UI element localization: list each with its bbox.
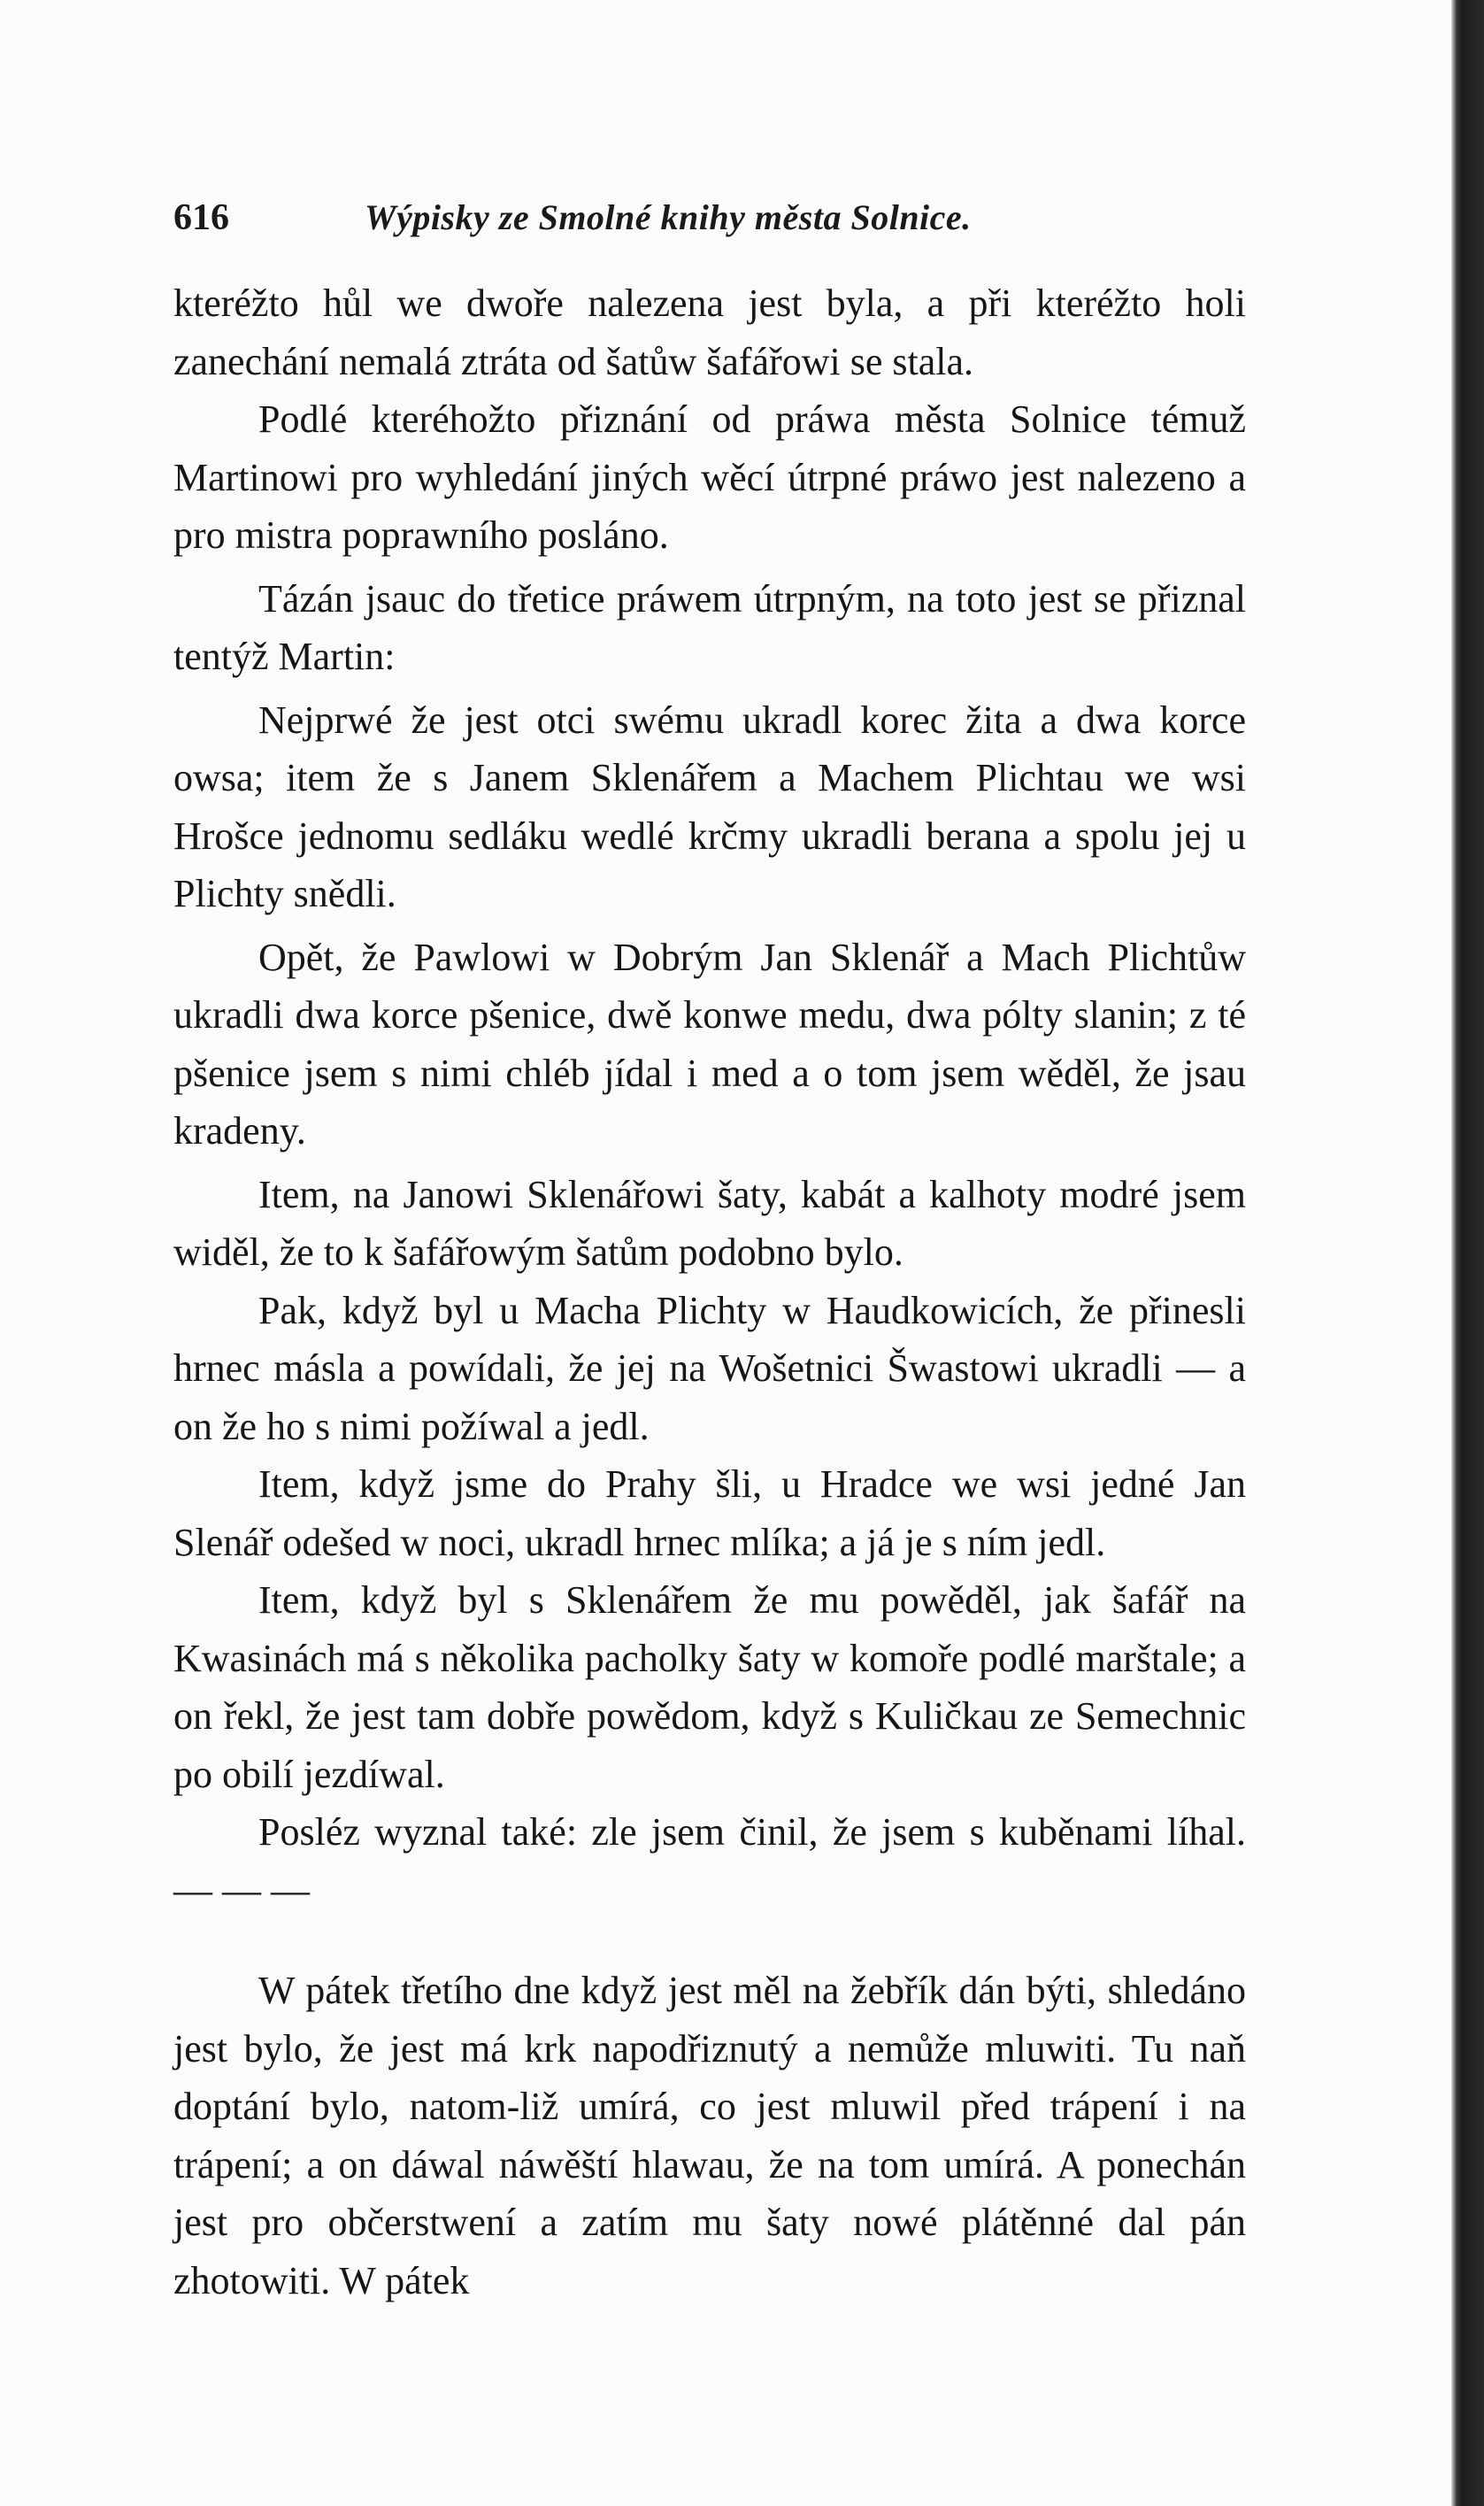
- paragraph: Item, když byl s Sklenářem že mu powěděl, jak šafář na Kwasinách má s několika pacholky šaty w komoře podlé marštale; a on řekl, že jest tam dobře powědom, když s Kuličkau ze Semechnic po obilí jezdíwal.: [173, 1578, 1246, 1796]
- paragraph: Posléz wyznal také: zle jsem činil, že jsem s kuběnami líhal. — — —: [173, 1810, 1246, 1912]
- paragraph: Opět, že Pawlowi w Dobrým Jan Sklenář a Mach Plichtůw ukradli dwa korce pšenice, dwě konwe medu, dwa pólty slanin; z té pšenice jsem s nimi chléb jídal i med a o tom jsem wěděl, že jsau kradeny.: [173, 935, 1246, 1153]
- paragraph: Tázán jsauc do třetice práwem útrpným, na toto jest se přiznal tentýž Martin:: [173, 576, 1246, 678]
- paragraph: W pátek třetího dne když jest měl na žebřík dán býti, shledáno jest bylo, že jest má krk napodřiznutý a nemůže mluwiti. Tu naň doptání bylo, natom-liž umírá, co jest mluwil před trápení i na trápení; a on dáwal náwěští hlawau, že na tom umírá. A ponechán jest pro občerstwení a zatím mu šaty nowé plátěnné dal pán zhotowiti. W pátek: [173, 1969, 1246, 2302]
- page-header: [173, 197, 1253, 246]
- running-title: Wýpisky ze Smolné knihy města Solnice.: [365, 197, 972, 237]
- paragraph: Pak, když byl u Macha Plichty w Haudkowicích, že přinesli hrnec másla a powídali, že jej na Wošetnici Šwastowi ukradli — a on že ho s nimi požíwal a jedl.: [173, 1288, 1246, 1448]
- body-text: [173, 274, 1246, 2309]
- page-number: 616: [173, 197, 229, 238]
- paragraph-continuation: kteréžto hůl we dwoře nalezena jest byla, a při kteréžto holi zanechání nemalá ztráta od šatůw šafářowi se stala.: [173, 281, 1246, 383]
- paragraph: Nejprwé že jest otci swému ukradl korec žita a dwa korce owsa; item že s Janem Sklenářem a Machem Plichtau we wsi Hrošce jednomu sedláku wedlé krčmy ukradli berana a spolu jej u Plichty snědli.: [173, 698, 1246, 915]
- paragraph: Item, když jsme do Prahy šli, u Hradce we wsi jedné Jan Slenář odešed w noci, ukradl hrnec mlíka; a já je s ním jedl.: [173, 1462, 1246, 1564]
- paragraph: Podlé kteréhožto přiznání od práwa města Solnice témuž Martinowi pro wyhledání jiných wěcí útrpné práwo jest nalezeno a pro mistra poprawního posláno.: [173, 397, 1246, 557]
- paragraph: Item, na Janowi Sklenářowi šaty, kabát a kalhoty modré jsem widěl, že to k šafářowým šatům podobno bylo.: [173, 1172, 1246, 1274]
- scan-edge: [1451, 0, 1484, 2506]
